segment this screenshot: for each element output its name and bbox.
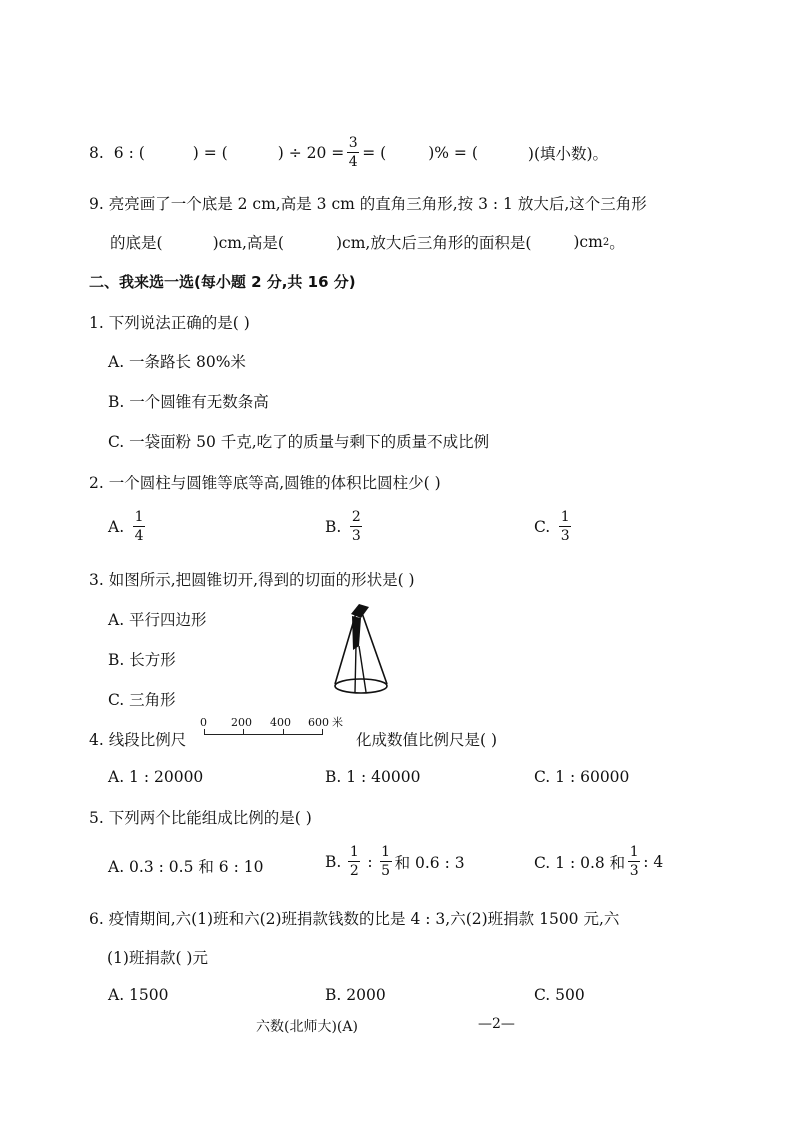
q2-a-den: 4 xyxy=(134,528,144,544)
choice-q6-option-a[interactable]: A. 1500 xyxy=(108,986,169,1004)
q2-c-den: 3 xyxy=(560,528,570,544)
scale-label-200: 200 xyxy=(231,716,252,729)
section-2-title: 二、我来选一选(每小题 2 分,共 16 分) xyxy=(89,273,356,291)
q5-b-tail: 和 0.6 : 3 xyxy=(394,853,465,872)
choice-q5-option-b[interactable] xyxy=(325,845,465,878)
q8-frac-den: 4 xyxy=(348,154,358,170)
scale-label-400: 400 xyxy=(270,716,291,729)
q2-a-num: 1 xyxy=(134,509,144,525)
q8-part-1: ) = ( xyxy=(192,143,228,162)
q5-b-f2-den: 5 xyxy=(381,863,391,879)
q8-frac-num: 3 xyxy=(348,135,358,151)
q5-b-colon: : xyxy=(367,852,373,871)
scale-bar xyxy=(198,716,356,740)
q9-part-c: )cm,放大后三角形的面积是( xyxy=(335,234,532,252)
q5-b-label: B. xyxy=(325,852,342,871)
q8-number: 8. xyxy=(89,143,104,162)
choice-q3-option-c[interactable]: C. 三角形 xyxy=(108,691,176,709)
q9-line-1: 9. 亮亮画了一个底是 2 cm,高是 3 cm 的直角三角形,按 3 : 1 放大后,这个三角形 xyxy=(89,195,647,213)
q8-fraction xyxy=(347,136,359,169)
choice-q6-option-c[interactable]: C. 500 xyxy=(534,986,585,1004)
choice-q2-stem: 2. 一个圆柱与圆锥等底等高,圆锥的体积比圆柱少( ) xyxy=(89,474,441,492)
scale-label-0: 0 xyxy=(200,716,207,729)
q5-c-num: 1 xyxy=(629,844,639,860)
q2-b-den: 3 xyxy=(351,528,361,544)
choice-q5-option-a[interactable]: A. 0.3 : 0.5 和 6 : 10 xyxy=(108,858,264,876)
q9-part-e: 。 xyxy=(609,234,625,252)
q9-part-b: )cm,高是( xyxy=(212,234,284,252)
q9-part-a: 的底是( xyxy=(110,234,163,252)
q8-part-4: )% = ( xyxy=(428,143,478,162)
choice-q1-option-a[interactable]: A. 一条路长 80%米 xyxy=(108,353,246,371)
q5-c-fraction xyxy=(628,845,640,878)
scale-unit: 米 xyxy=(332,716,343,729)
q2-c-fraction xyxy=(559,510,571,543)
q2-b-label: B. xyxy=(325,517,342,536)
q2-a-label: A. xyxy=(108,517,125,536)
choice-q2-option-c[interactable] xyxy=(534,510,574,543)
q2-b-fraction xyxy=(350,510,362,543)
q5-b-fraction-2 xyxy=(380,845,392,878)
choice-q3-option-b[interactable]: B. 长方形 xyxy=(108,651,176,669)
q8-part-2: ) ÷ 20 = xyxy=(277,143,345,162)
choice-q2-option-b[interactable] xyxy=(325,510,365,543)
q5-c-den: 3 xyxy=(629,863,639,879)
choice-q5-stem: 5. 下列两个比能组成比例的是( ) xyxy=(89,809,312,827)
q9-line-2 xyxy=(110,231,625,253)
q8-lead: 6 : ( xyxy=(113,143,145,162)
choice-q1-stem: 1. 下列说法正确的是( ) xyxy=(89,314,250,332)
choice-q2-option-a[interactable] xyxy=(108,510,148,543)
q5-c-tail: : 4 xyxy=(643,852,664,871)
q2-c-label: C. xyxy=(534,517,551,536)
choice-q4-tail: 化成数值比例尺是( ) xyxy=(356,731,498,749)
q5-b-f1-den: 2 xyxy=(349,863,359,879)
choice-q6-option-b[interactable]: B. 2000 xyxy=(325,986,386,1004)
footer-label: 六数(北师大)(A) xyxy=(256,1019,358,1035)
scale-line xyxy=(204,734,323,735)
cut-cone-figure xyxy=(332,598,392,698)
choice-q5-option-c[interactable] xyxy=(534,845,663,878)
q2-a-fraction xyxy=(133,510,145,543)
q5-b-f2-num: 1 xyxy=(381,844,391,860)
q8-part-3: = ( xyxy=(362,143,387,162)
q9-superscript: 2 xyxy=(602,236,610,248)
choice-q3-stem: 3. 如图所示,把圆锥切开,得到的切面的形状是( ) xyxy=(89,571,415,589)
choice-q1-option-c[interactable]: C. 一袋面粉 50 千克,吃了的质量与剩下的质量不成比例 xyxy=(108,433,490,451)
q9-part-d: )cm xyxy=(573,233,603,251)
q2-b-num: 2 xyxy=(351,509,361,525)
q5-b-fraction-1 xyxy=(348,845,360,878)
choice-q6-line-2: (1)班捐款( )元 xyxy=(107,949,208,967)
page-number: —2— xyxy=(478,1016,515,1032)
choice-q4-lead: 4. 线段比例尺 xyxy=(89,731,187,749)
choice-q4-option-a[interactable]: A. 1 : 20000 xyxy=(108,768,204,786)
q8-part-5: )(填小数)。 xyxy=(527,144,609,163)
choice-q3-option-a[interactable]: A. 平行四边形 xyxy=(108,611,207,629)
question-8 xyxy=(89,136,608,169)
choice-q6-line-1: 6. 疫情期间,六(1)班和六(2)班捐款钱数的比是 4 : 3,六(2)班捐款 1500 元,六 xyxy=(89,910,620,928)
choice-q4-option-c[interactable]: C. 1 : 60000 xyxy=(534,768,630,786)
q5-b-f1-num: 1 xyxy=(349,844,359,860)
q2-c-num: 1 xyxy=(560,509,570,525)
choice-q4-option-b[interactable]: B. 1 : 40000 xyxy=(325,768,421,786)
choice-q1-option-b[interactable]: B. 一个圆锥有无数条高 xyxy=(108,393,269,411)
q5-c-label: C. 1 : 0.8 和 xyxy=(534,853,626,872)
scale-label-600: 600 xyxy=(308,716,329,729)
